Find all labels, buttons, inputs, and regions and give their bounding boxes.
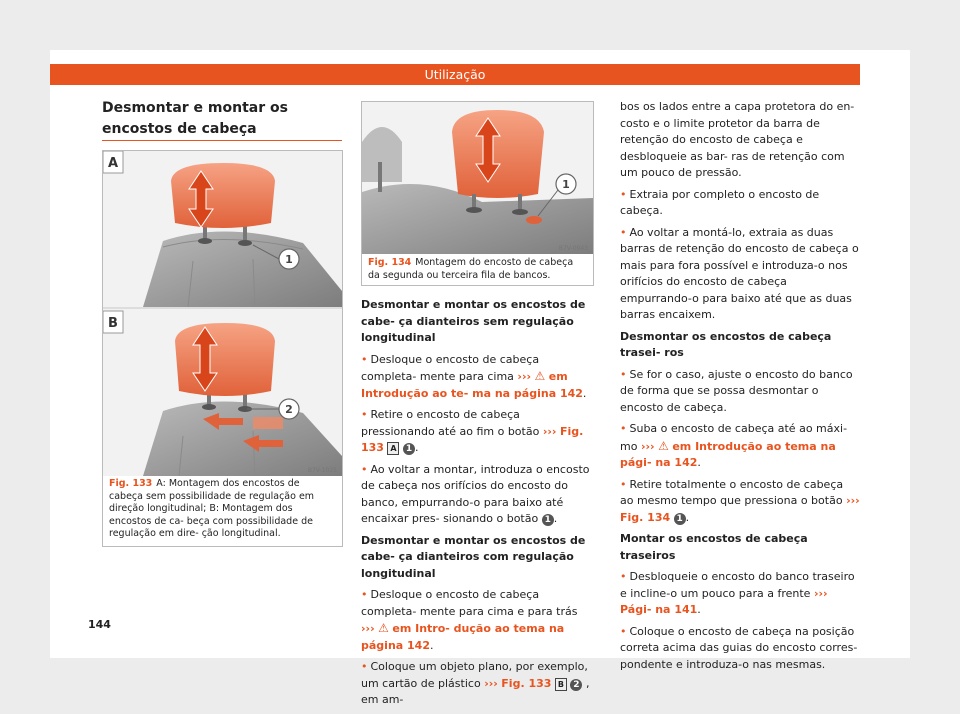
callout-2-b: 2 — [285, 403, 293, 416]
step-remove-rear: • Retire totalmente o encosto de cabeça ao mesmo tempo que pressiona o botão ››› Fig. 134 1 . — [620, 477, 860, 527]
panel-label-a: A — [107, 156, 119, 171]
figure-134-label: Fig. 134 — [368, 257, 412, 268]
circle-2-icon: 2 — [570, 679, 582, 691]
step-raise-back: • Desloque o encosto de cabeça completa- mente para cima e para trás ››› ⚠ em Intro- dução ao tema na página 142. — [361, 587, 594, 654]
link-intro-142[interactable]: em Introdução ao te- ma na página 142 — [361, 370, 583, 400]
title-rule — [102, 140, 342, 141]
circle-1-icon: 1 — [674, 513, 686, 525]
heading-rear-mount: Montar os encostos de cabeça traseiros — [620, 532, 808, 562]
link-intro-142-b[interactable]: em Intro- dução ao tema na página 142 — [361, 622, 565, 652]
section-title: Desmontar e montar os encostos de cabeça — [102, 100, 288, 137]
figure-134 — [361, 101, 594, 286]
continuation-paragraph: bos os lados entre a capa protetora do en- costo e o limite protetor da barra de retenção do encosto de cabeça e desbloqueie as bar- ras de retenção com um pouco de pressão. — [620, 100, 855, 179]
step-plastic-card: • Coloque um objeto plano, por exemplo, um cartão de plástico ››› Fig. 133 B 2 , em am- — [361, 659, 594, 709]
rear-headrest — [452, 110, 544, 198]
guide-a1 — [198, 238, 212, 244]
step-raise-headrest: • Desloque o encosto de cabeça completa- mente para cima ››› ⚠ em Introdução ao te- ma na página 142. — [361, 352, 594, 403]
step-remount: • Ao voltar a montá-lo, extraia as duas barras de retenção do encosto de cabeça o mais para fora possível e introduza-o nos orifícios do encosto de cabeça empurrando-o para baixo até que as duas barras encaixem. — [620, 225, 860, 324]
release-button — [526, 216, 542, 224]
step-extract: • Extraia por completo o encosto de cabeça. — [620, 187, 860, 220]
circle-1-icon: 1 — [403, 443, 415, 455]
figure-code-133: B7V-1025 — [307, 467, 337, 474]
headrest-a — [171, 163, 275, 228]
figure-134-caption-text: Montagem do encosto de cabeça da segunda ou terceira fila de bancos. — [368, 257, 574, 281]
figure-133-illustration — [103, 151, 342, 476]
heading-rear-remove: Desmontar os encostos de cabeça trasei- ros — [620, 329, 832, 359]
link-fig-134[interactable]: Fig. 134 — [620, 510, 671, 524]
panel-label-b: B — [108, 316, 118, 331]
callout-1-134: 1 — [562, 178, 570, 191]
figure-134-caption — [362, 257, 593, 282]
link-fig-133[interactable]: Fig. 133 — [361, 424, 584, 454]
warning-icon: ⚠ — [534, 369, 546, 383]
warning-icon: ⚠ — [658, 438, 669, 453]
step-raise-max: • Suba o encosto de cabeça até ao máxi- mo ››› ⚠ em Introdução ao tema na pági- na 142. — [620, 421, 860, 472]
middle-column — [361, 297, 594, 714]
step-reinsert-headrest: • Ao voltar a montar, introduza o encosto de cabeça nos orifícios do encosto do banco, empurrando-o para baixo até encaixar pres- sionando o botão 1 . — [361, 462, 594, 528]
link-intro-142-c[interactable]: em Introdução ao tema na pági- na 142 — [620, 439, 836, 469]
chapter-header: Utilização — [50, 64, 860, 85]
plastic-card — [253, 417, 283, 429]
page-number: 144 — [88, 618, 111, 631]
figure-133-label: Fig. 133 — [109, 478, 153, 489]
link-page-141[interactable]: Pági- na 141 — [620, 603, 698, 616]
guide-a2 — [238, 240, 252, 246]
figure-code-134: B7V-0943 — [558, 245, 588, 252]
step-remove-headrest: • Retire o encosto de cabeça pressionando até ao fim o botão ››› Fig. 133 A 1 . — [361, 407, 594, 457]
step-unlock-rear: • Desbloqueie o encosto do banco traseiro e incline-o um pouco para a frente ››› Pági- na 141. — [620, 569, 860, 619]
headrest-b — [175, 323, 275, 396]
right-column — [620, 99, 860, 678]
link-fig-133-b[interactable]: Fig. 133 — [501, 676, 552, 690]
square-b-icon: B — [555, 678, 567, 691]
step-place-rear: • Coloque o encosto de cabeça na posição correta acima das guias do encosto corres- pondente e introduza-o nas mesmas. — [620, 624, 860, 674]
warning-icon: ⚠ — [378, 621, 389, 635]
figure-133-caption — [103, 478, 342, 541]
figure-133-caption-text: A: Montagem dos encostos de cabeça sem possibilidade de regulação em direção longitudinal; B: Montagem dos encostos de ca- beça com possibilidade de regulação em dire- ção longitudinal. — [109, 478, 315, 539]
circle-1-icon: 1 — [542, 514, 554, 526]
headrest-rod-a2 — [243, 225, 247, 241]
callout-1-a: 1 — [285, 253, 293, 266]
figure-133 — [102, 150, 343, 547]
heading-front-no-adjust: Desmontar e montar os encostos de cabe- ça dianteiros sem regulação longitudinal — [361, 298, 586, 344]
figure-134-illustration — [362, 102, 593, 254]
square-a-icon: A — [387, 442, 399, 455]
heading-front-with-adjust: Desmontar e montar os encostos de cabe- ça dianteiros com regulação longitudinal — [361, 533, 586, 580]
step-adjust-backrest: • Se for o caso, ajuste o encosto do banco de forma que se possa desmontar o encosto de cabeça. — [620, 367, 860, 417]
